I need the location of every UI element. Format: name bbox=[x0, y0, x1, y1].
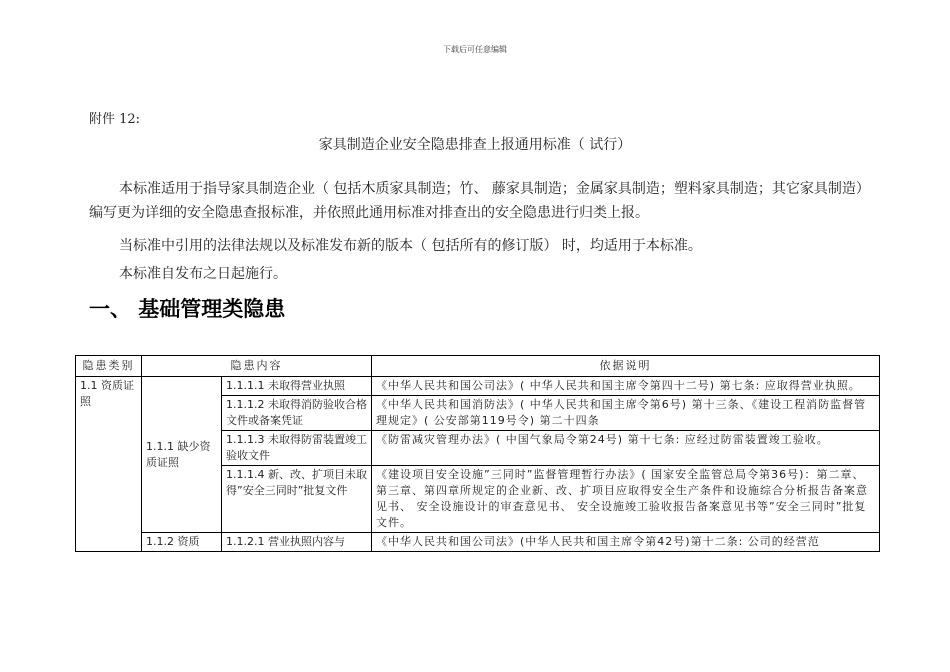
table-header-row bbox=[76, 356, 880, 377]
item-cell: 1.1.1.4 新、改、扩项目未取得”安全三同时”批复文件 bbox=[222, 466, 372, 533]
subcategory-label: 1.1.2 资质 bbox=[146, 535, 200, 548]
item-cell: 1.1.1.3 未取得防雷装置竣工验收文件 bbox=[222, 431, 372, 466]
basis-cell: 《中华人民共和国公司法》( 中华人民共和国主席令第四十二号) 第七条: 应取得营业执照。 bbox=[372, 377, 880, 396]
basis-text: 《中华人民共和国公司法》(中华人民共和国主席令第42号)第十二条: 公司的经营范 bbox=[376, 535, 820, 548]
header-content: 隐患内容 bbox=[142, 356, 372, 377]
subcategory-cell: 1.1.1 缺少资质证照 bbox=[142, 377, 222, 533]
basis-cell: 《中华人民共和国消防法》( 中华人民共和国主席令第6号) 第十三条、《建设工程消防监督管理规定》( 公安部第119号令) 第二十四条 bbox=[372, 396, 880, 431]
document-title: 家具制造企业安全隐患排查上报通用标准（ 试行） bbox=[318, 137, 632, 153]
intro-paragraph-versions: 当标准中引用的法律法规以及标准发布新的版本（ 包括所有的修订版） 时，均适用于本标准。 bbox=[119, 238, 702, 254]
intro-paragraph-effective: 本标准自发布之日起施行。 bbox=[119, 266, 287, 282]
table-row bbox=[76, 533, 880, 552]
basis-cell bbox=[372, 533, 880, 552]
section-heading: 一、 基础管理类隐患 bbox=[89, 297, 286, 321]
item-cell: 1.1.1.2 未取得消防验收合格文件或备案凭证 bbox=[222, 396, 372, 431]
basis-cell: 《建设项目安全设施”三同时”监督管理暂行办法》( 国家安全监管总局令第36号)：第二章、第三章、第四章所规定的企业新、改、扩项目应取得安全生产条件和设施综合分析报告备案意见书、 安全设施设计的审查意见书、 安全设施竣工验收报告备案意见书等”安全三同时”批复文件。 bbox=[372, 466, 880, 533]
header-basis: 依据说明 bbox=[372, 356, 880, 377]
page-header-note: 下载后可任意编辑 bbox=[443, 45, 507, 54]
item-cell bbox=[222, 533, 372, 552]
category-cell: 1.1 资质证照 bbox=[76, 377, 142, 552]
header-category: 隐患类别 bbox=[76, 356, 142, 377]
attachment-label: 附件 12: bbox=[89, 112, 141, 127]
hazard-table bbox=[75, 355, 880, 552]
item-cell: 1.1.1.1 未取得营业执照 bbox=[222, 377, 372, 396]
table-row bbox=[76, 377, 880, 396]
item-text: 1.1.2.1 营业执照内容与 bbox=[226, 535, 345, 548]
intro-paragraph-scope: 本标准适用于指导家具制造企业（ 包括木质家具制造；竹、 藤家具制造；金属家具制造；塑料家具制造；其它家具制造）编写更为详细的安全隐患查报标准，并依照此通用标准对排查出的安全隐患进行归类上报。 bbox=[89, 181, 870, 221]
basis-cell: 《防雷减灾管理办法》( 中国气象局令第24号) 第十七条: 应经过防雷装置竣工验收。 bbox=[372, 431, 880, 466]
subcategory-cell bbox=[142, 533, 222, 552]
